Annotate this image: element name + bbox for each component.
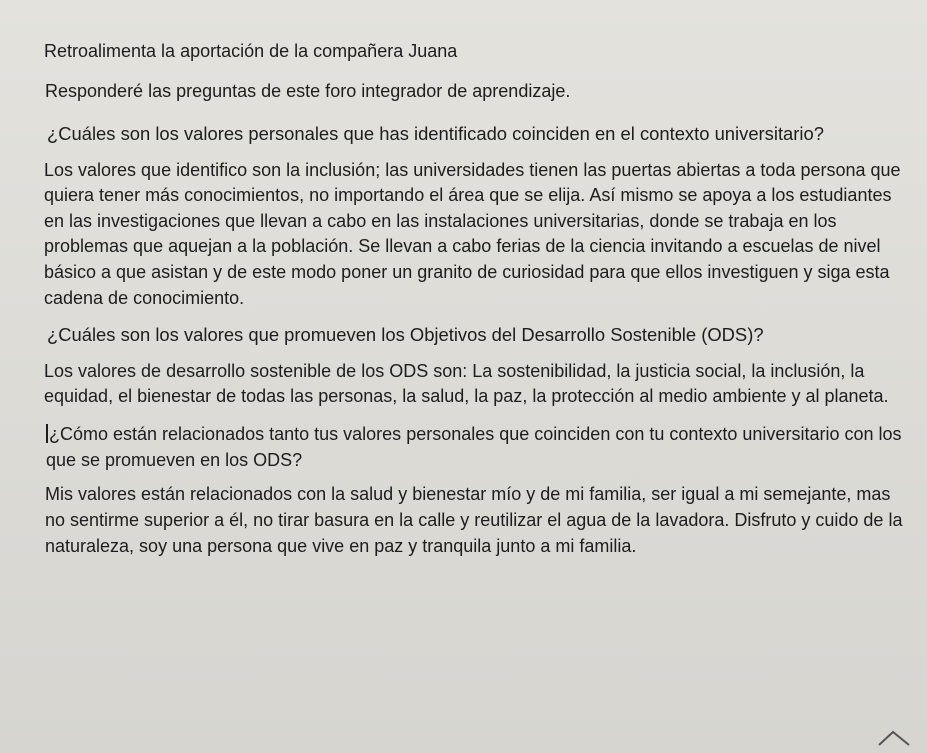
- intro-paragraph: Responderé las preguntas de este foro integrador de aprendizaje.: [45, 80, 571, 101]
- cursor-corner-icon: [875, 729, 915, 747]
- document-body: [40, 40, 910, 559]
- question-1: ¿Cuáles son los valores personales que has identificado coinciden en el contexto universitario?: [47, 122, 824, 144]
- answer-2: Los valores de desarrollo sostenible de los ODS son: La sostenibilidad, la justicia social, la inclusión, la equidad, el bienestar de todas las personas, la salud, la paz, la protección al medio ambiente y al planeta.: [44, 361, 889, 407]
- answer-1: Los valores que identifico son la inclusión; las universidades tienen las puertas abiertas a toda persona que quiera tener más conocimientos, no importando el área que se elija. Así mismo se apoya a los estudiantes en las investigaciones que llevan a cabo en las instalaciones universitarias, donde se trabaja en los problemas que aquejan a la población. Se llevan a cabo ferias de la ciencia invitando a escuelas de nivel básico a que asistan y de este modo poner un granito de curiosidad para que ellos investiguen y siga esta cadena de conocimiento.: [44, 159, 901, 308]
- text-cursor: [46, 424, 48, 443]
- answer-3: Mis valores están relacionados con la salud y bienestar mío y de mi familia, ser igual a mi semejante, mas no sentirme superior a él, no tirar basura en la calle y reutilizar el agua de la lavadora. Disfruto y cuido de la naturaleza, soy una persona que vive en paz y tranquila junto a mi familia.: [45, 484, 903, 557]
- question-3-text: ¿Cómo están relacionados tanto tus valores personales que coinciden con tu contexto universitario con los que se promueven en los ODS?: [46, 424, 902, 471]
- forum-instruction: Retroalimenta la aportación de la compañera Juana: [44, 41, 458, 61]
- question-2: ¿Cuáles son los valores que promueven los Objetivos del Desarrollo Sostenible (ODS)?: [47, 324, 764, 346]
- question-3: [46, 421, 910, 473]
